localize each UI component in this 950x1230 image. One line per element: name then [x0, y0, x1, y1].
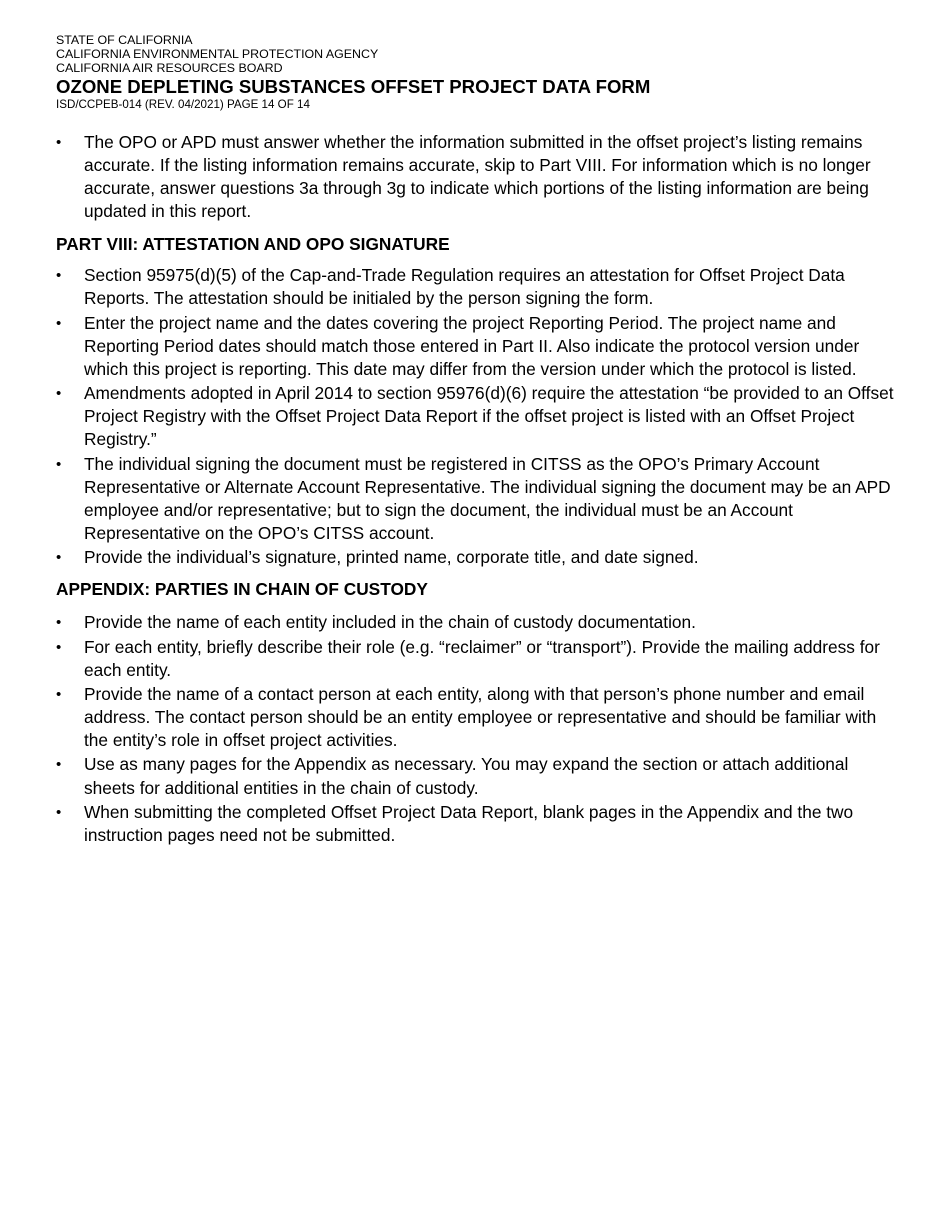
document-page [56, 33, 902, 848]
list-item-text: Provide the name of each entity included in the chain of custody documentation. [84, 612, 696, 633]
part-viii-bullet-list [56, 264, 902, 569]
list-item-text: Section 95975(d)(5) of the Cap-and-Trade Regulation requires an attestation for Offset Project Data Reports. The attestation should be initialed by the person signing the form. [84, 265, 845, 309]
list-item [56, 382, 902, 451]
bullet-icon: • [56, 549, 62, 567]
list-item-text: For each entity, briefly describe their role (e.g. “reclaimer” or “transport”). Provide the mailing address for each entity. [84, 636, 880, 680]
list-item [56, 264, 902, 310]
list-item-text: When submitting the completed Offset Project Data Report, blank pages in the Appendix and the two instruction pages need not be submitted. [84, 801, 854, 845]
bullet-icon: • [56, 385, 62, 403]
list-item [56, 753, 902, 799]
section-heading-appendix: APPENDIX: PARTIES IN CHAIN OF CUSTODY [56, 579, 428, 600]
bullet-icon: • [56, 614, 62, 632]
bullet-icon: • [56, 134, 62, 151]
list-item-text: Enter the project name and the dates covering the project Reporting Period. The project name and Reporting Period dates should match those entered in Part II. Also indicate the protocol version under which this project is reporting. This date may differ from the version under which the protocol is listed. [84, 312, 860, 379]
list-item-text: Provide the name of a contact person at each entity, along with that person’s phone number and email address. The contact person should be an entity employee or representative and should be familiar with the entity’s role in offset project activities. [84, 684, 877, 751]
list-item-text: Amendments adopted in April 2014 to section 95976(d)(6) require the attestation “be provided to an Offset Project Registry with the Offset Project Data Report if the offset project is listed with an Offset Project Registry.” [84, 383, 894, 450]
list-item-text: Provide the individual’s signature, printed name, corporate title, and date signed. [84, 547, 699, 568]
list-item [56, 453, 902, 545]
state-line: STATE OF CALIFORNIA [56, 33, 193, 47]
list-item [56, 683, 902, 752]
bullet-icon: • [56, 686, 62, 703]
bullet-icon: • [56, 638, 62, 656]
bullet-icon: • [56, 756, 62, 774]
intro-bullet-list [56, 131, 902, 223]
list-item [56, 312, 902, 381]
bullet-icon: • [56, 314, 62, 332]
form-header [56, 33, 902, 112]
list-item-text: The individual signing the document must be registered in CITSS as the OPO’s Primary Account Representative or Alternate Account Representative. The individual signing the document may be an APD employee and/or representative; but to sign the document, the individual must be an Account Representative on the OPO’s CITSS account. [84, 453, 891, 543]
list-item [56, 131, 902, 223]
appendix-bullet-list [56, 611, 902, 847]
list-item [56, 801, 902, 847]
bullet-icon: • [56, 267, 62, 285]
bullet-icon: • [56, 455, 62, 473]
list-item [56, 546, 902, 569]
list-item [56, 636, 902, 682]
list-item [56, 611, 902, 634]
form-title: OZONE DEPLETING SUBSTANCES OFFSET PROJECT DATA FORM [56, 76, 651, 97]
board-line: CALIFORNIA AIR RESOURCES BOARD [56, 61, 283, 75]
form-id-page-number: ISD/CCPEB-014 (REV. 04/2021) PAGE 14 OF 14 [56, 98, 310, 111]
list-item-text: Use as many pages for the Appendix as necessary. You may expand the section or attach additional sheets for additional entities in the chain of custody. [84, 754, 849, 798]
section-heading-part-viii: PART VIII: ATTESTATION AND OPO SIGNATURE [56, 234, 450, 255]
bullet-icon: • [56, 803, 62, 821]
list-item-text: The OPO or APD must answer whether the information submitted in the offset project’s listing remains accurate. If the listing information remains accurate, skip to Part VIII. For information which is no longer accurate, answer questions 3a through 3g to indicate which portions of the listing information are being updated in this report. [84, 132, 871, 222]
agency-line: CALIFORNIA ENVIRONMENTAL PROTECTION AGENCY [56, 47, 379, 61]
